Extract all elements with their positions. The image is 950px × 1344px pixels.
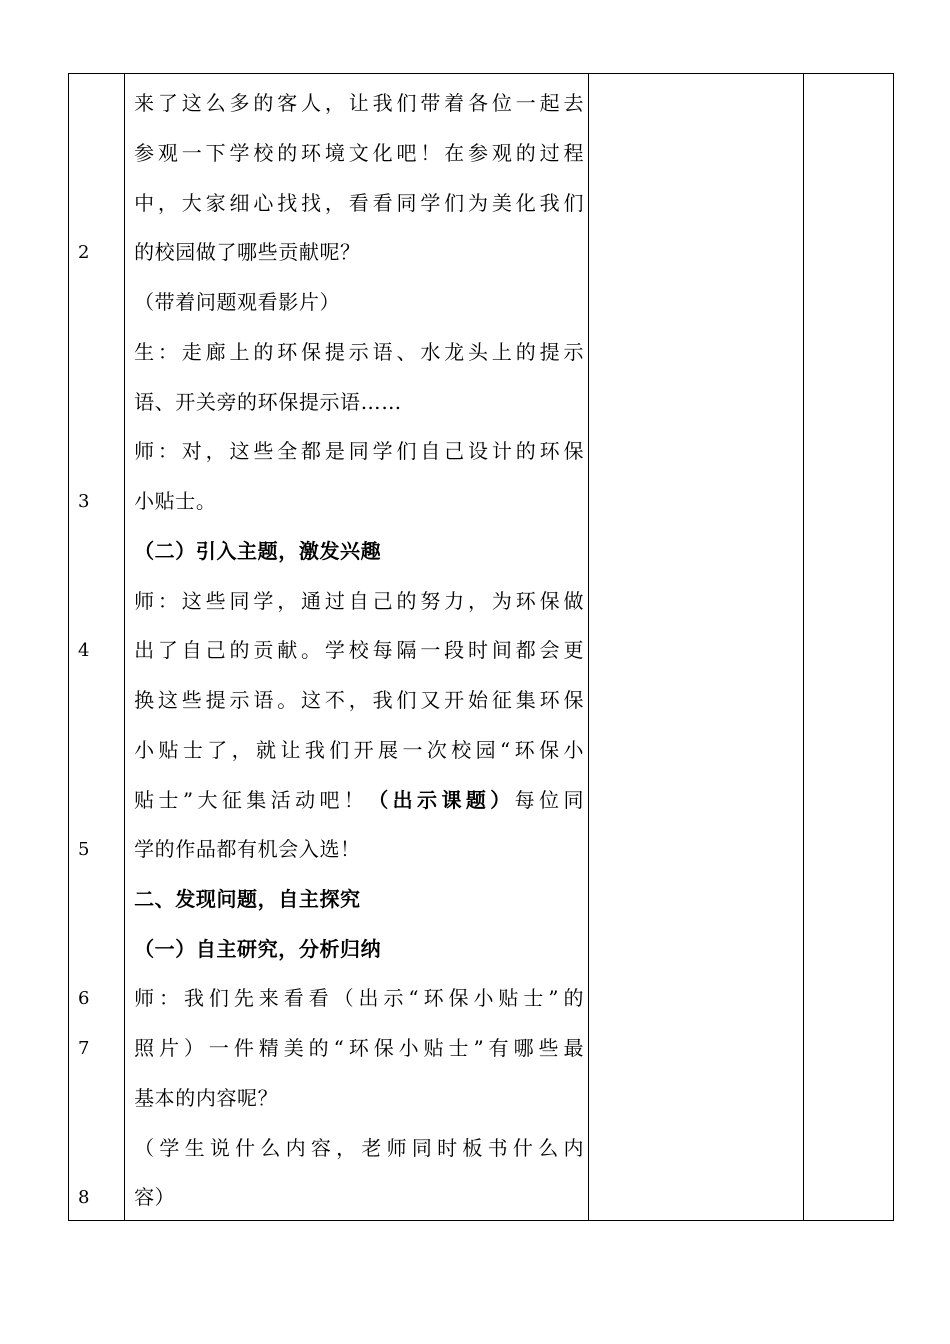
section-heading: （二）引入主题，激发兴趣	[134, 539, 382, 563]
paragraph-line: 中，大家细心找找，看看同学们为美化我们	[134, 191, 585, 215]
section-heading: （一）自主研究，分析归纳	[134, 937, 382, 961]
paragraph-line: 师：对，这些全都是同学们自己设计的环保	[134, 439, 585, 463]
paragraph-text: 贴士”大征集活动吧！	[134, 788, 369, 812]
paragraph-line: 来了这么多的客人，让我们带着各位一起去	[134, 91, 585, 115]
paragraph-line: 参观一下学校的环境文化吧！在参观的过程	[134, 141, 585, 165]
section-heading: 二、发现问题，自主探究	[134, 887, 361, 911]
bold-label: （出示课题）	[368, 788, 515, 812]
paragraph-line: 换这些提示语。这不，我们又开始征集环保	[134, 688, 585, 712]
line-number: 6	[78, 988, 90, 1009]
paragraph-line: 小贴士。	[134, 489, 217, 513]
paragraph-line: 语、开关旁的环保提示语……	[134, 390, 402, 414]
paragraph-line: 学的作品都有机会入选！	[134, 837, 361, 861]
paragraph-line: 容）	[134, 1185, 176, 1209]
paragraph-line	[134, 788, 584, 812]
line-number: 2	[78, 242, 90, 263]
empty-column-cell	[588, 74, 803, 1221]
paragraph-line: （带着问题观看影片）	[134, 290, 341, 314]
empty-column-cell	[803, 74, 893, 1221]
line-number-column	[69, 74, 125, 1221]
teaching-content-cell	[125, 74, 589, 1221]
paragraph-line: 小贴士了，就让我们开展一次校园“环保小	[134, 738, 585, 762]
table-row	[69, 74, 894, 1221]
paragraph-line: 照片）一件精美的“环保小贴士”有哪些最	[134, 1036, 585, 1060]
line-number: 7	[78, 1038, 90, 1059]
line-number: 8	[78, 1187, 90, 1208]
paragraph-line: （学生说什么内容，老师同时板书什么内	[134, 1136, 585, 1160]
lesson-plan-table	[68, 73, 894, 1221]
line-number: 3	[78, 491, 90, 512]
paragraph-line: 基本的内容呢？	[134, 1086, 279, 1110]
line-number: 4	[78, 640, 90, 661]
paragraph-line: 的校园做了哪些贡献呢？	[134, 240, 361, 264]
paragraph-text: 每位同	[514, 788, 585, 812]
line-number: 5	[78, 839, 90, 860]
paragraph-line: 师：我们先来看看（出示“环保小贴士”的	[134, 986, 585, 1010]
paragraph-line: 师：这些同学，通过自己的努力，为环保做	[134, 589, 585, 613]
paragraph-line: 生：走廊上的环保提示语、水龙头上的提示	[134, 340, 585, 364]
paragraph-line: 出了自己的贡献。学校每隔一段时间都会更	[134, 638, 585, 662]
